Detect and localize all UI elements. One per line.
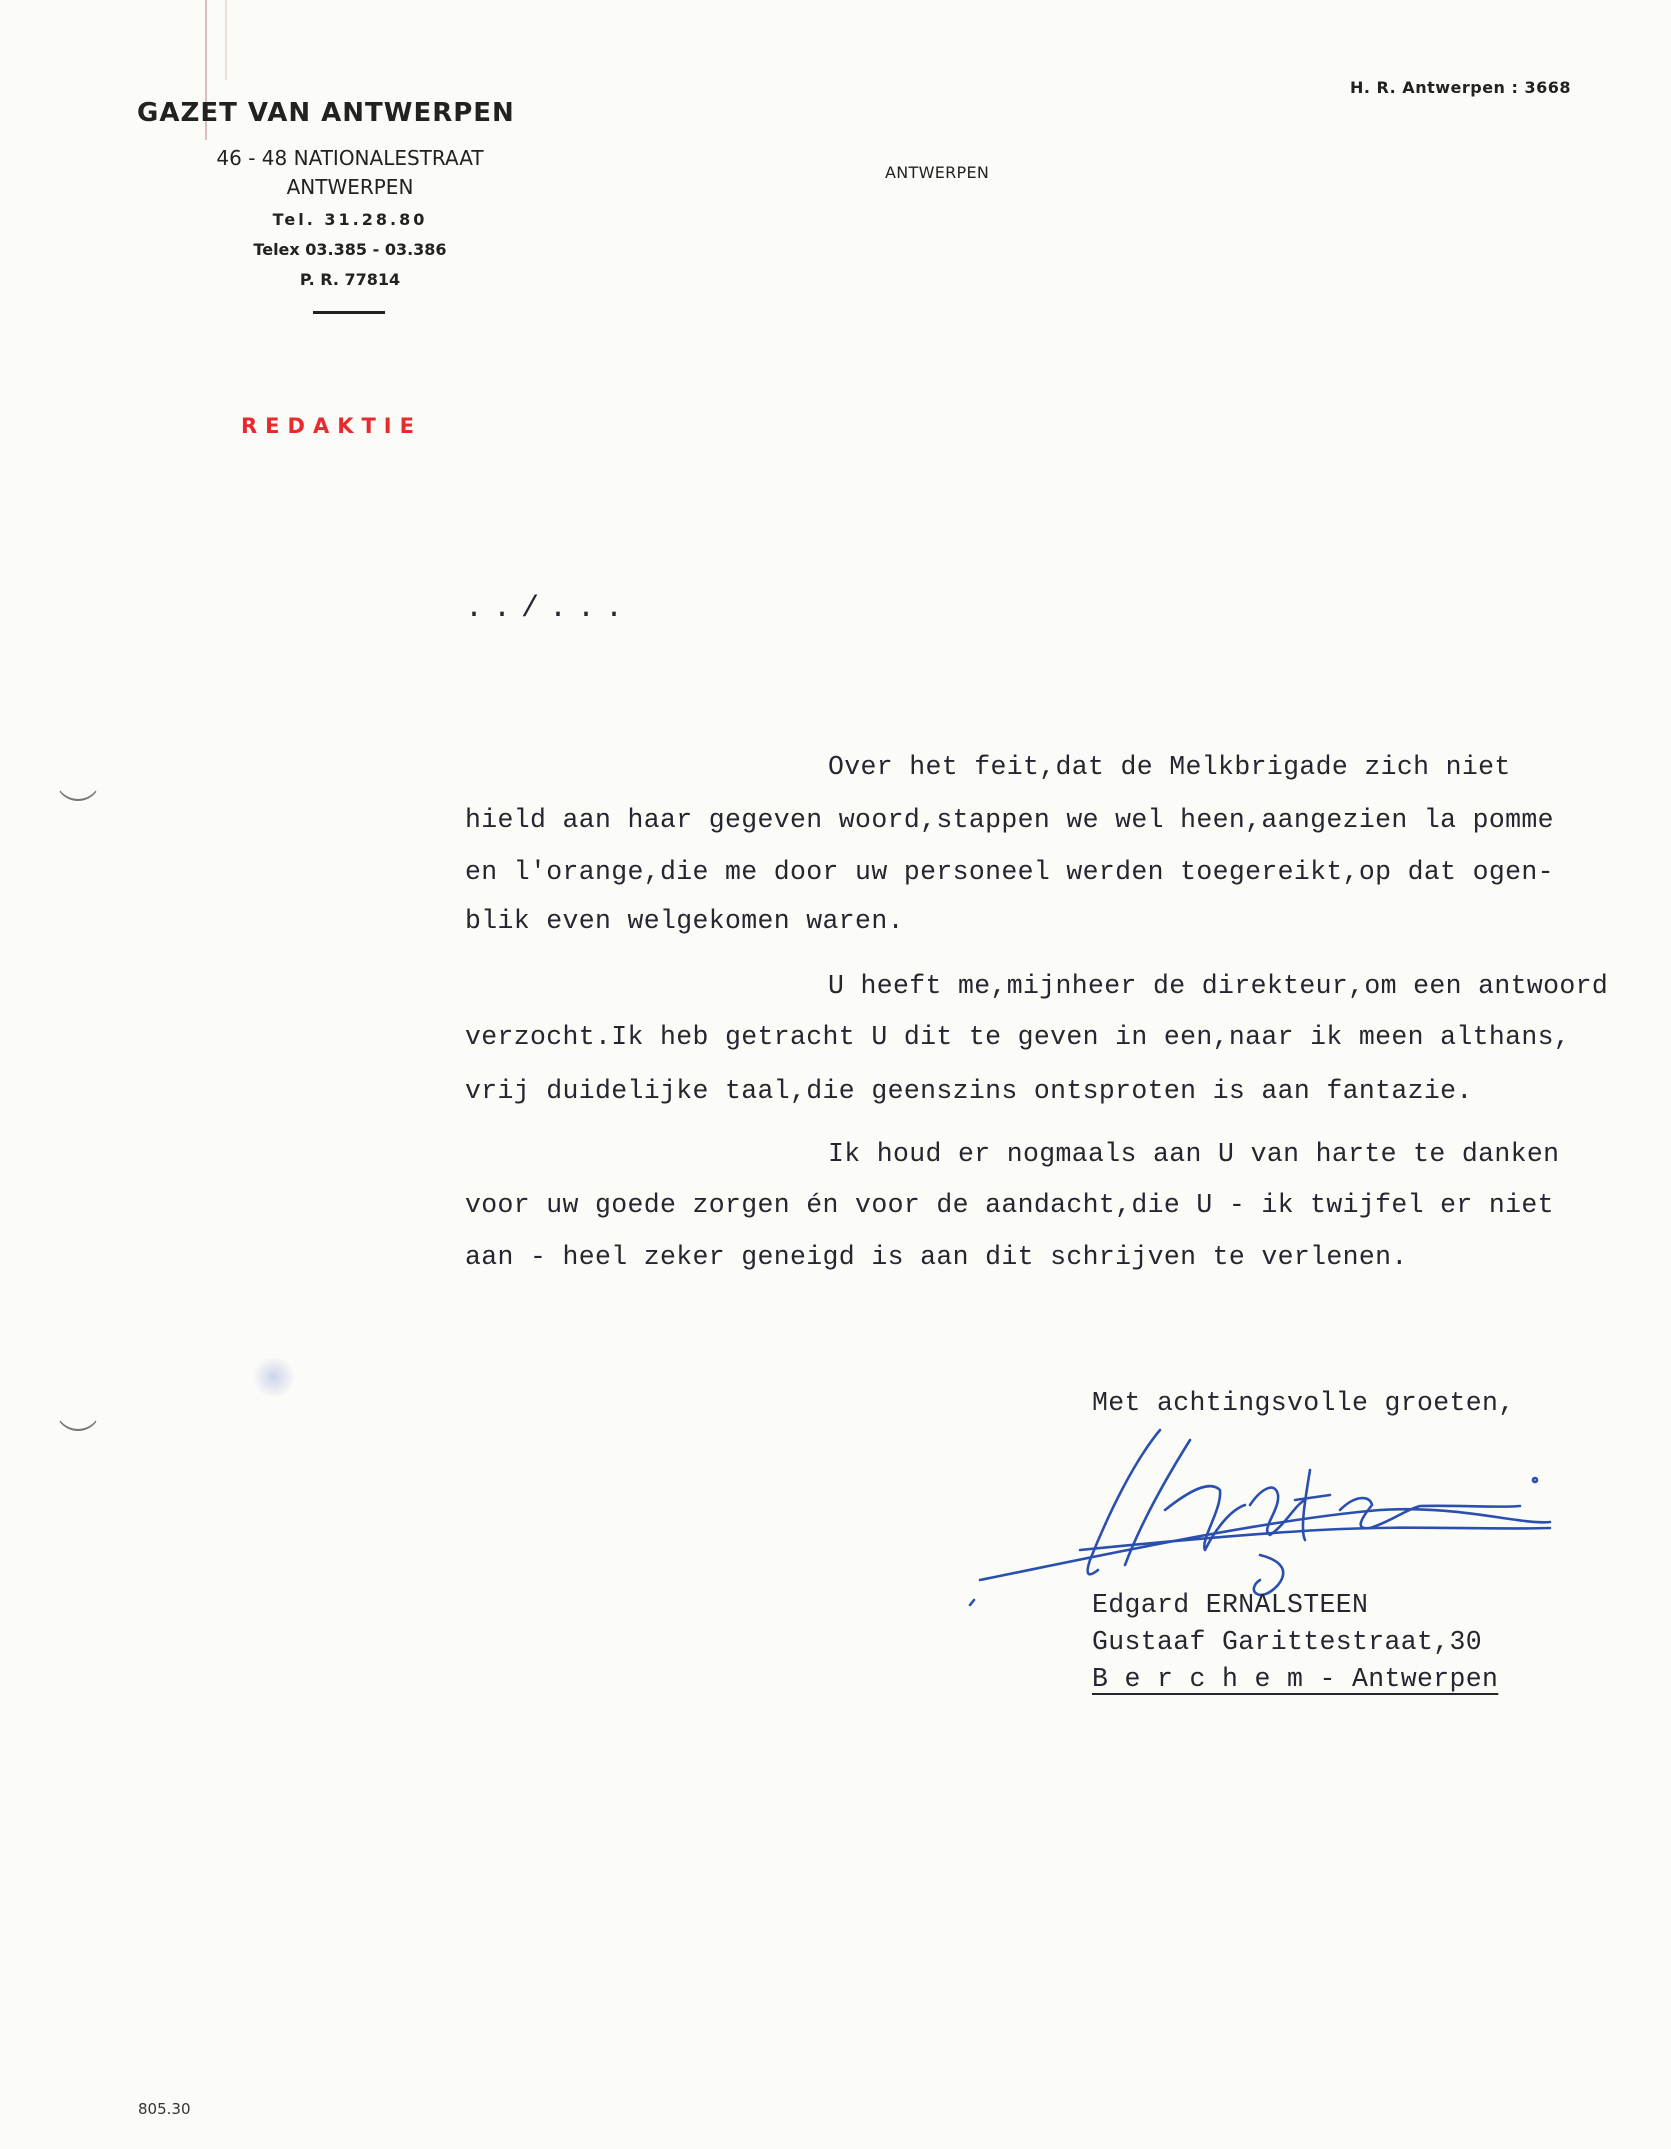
telephone: Tel. 31.28.80 [272, 210, 428, 229]
body-line: vrij duidelijke taal,die geenszins ontsproten is aan fantazie. [465, 1076, 1473, 1106]
letterhead-rule [313, 311, 385, 314]
fold-mark [225, 0, 227, 80]
place-label: ANTWERPEN [885, 163, 990, 182]
body-line: aan - heel zeker geneigd is aan dit schrijven te verlenen. [465, 1242, 1408, 1272]
body-line: U heeft me,mijnheer de direkteur,om een antwoord [828, 971, 1609, 1001]
closing: Met achtingsvolle groeten, [1092, 1388, 1515, 1418]
telex: Telex 03.385 - 03.386 [253, 240, 447, 259]
department-label: REDAKTIE [241, 414, 422, 438]
punch-hole [55, 1385, 101, 1431]
body-line: voor uw goede zorgen én voor de aandacht,die U - ik twijfel er niet [465, 1190, 1554, 1220]
page-marker: ../... [465, 592, 634, 626]
publication-name: GAZET VAN ANTWERPEN [137, 98, 515, 128]
ink-smudge [250, 1358, 298, 1396]
body-line: Ik houd er nogmaals aan U van harte te danken [828, 1139, 1560, 1169]
body-line: blik even welgekomen waren. [465, 906, 904, 936]
address-line: 46 - 48 NATIONALESTRAAT [216, 146, 484, 170]
body-line: hield aan haar gegeven woord,stappen we wel heen,aangezien la pomme [465, 805, 1554, 835]
body-line: Over het feit,dat de Melkbrigade zich niet [828, 752, 1511, 782]
postal-account: P. R. 77814 [299, 270, 401, 289]
sender-city: B e r c h e m - Antwerpen [1092, 1664, 1499, 1694]
punch-hole [55, 755, 101, 801]
sender-street: Gustaaf Garittestraat,30 [1092, 1627, 1483, 1657]
handwritten-signature [960, 1410, 1570, 1610]
body-line: en l'orange,die me door uw personeel werden toegereikt,op dat ogen- [465, 857, 1554, 887]
trade-registry: H. R. Antwerpen : 3668 [1350, 78, 1572, 97]
sender-name: Edgard ERNALSTEEN [1092, 1590, 1369, 1620]
address-city: ANTWERPEN [286, 175, 414, 199]
form-number: 805.30 [138, 2100, 191, 2118]
body-line: verzocht.Ik heb getracht U dit te geven in een,naar ik meen althans, [465, 1022, 1571, 1052]
